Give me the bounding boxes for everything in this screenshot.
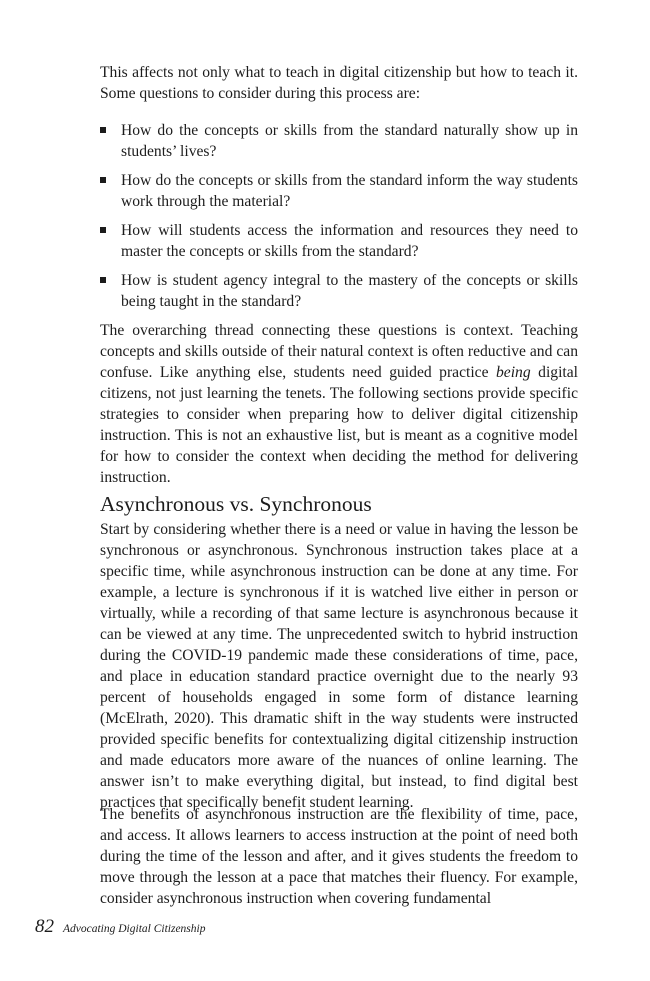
square-bullet-icon <box>100 177 106 183</box>
page-footer <box>35 916 205 938</box>
context-paragraph <box>100 320 578 488</box>
context-text-end: digital citizens, not just learning the tenets. The following sections provide specific strategies to consider when preparing how to deliver digital citizenship instruction. This is not an exhaustive list, but is meant as a cognitive model for how to consider the context when deciding the method for delivering instruction. <box>100 364 578 486</box>
list-item <box>100 220 578 262</box>
list-item <box>100 170 578 212</box>
benefits-paragraph: The benefits of asynchronous instruction are the flexibility of time, pace, and access. It allows learners to access instruction at the point of need both during the time of the lesson and after, and it gives students the freedom to move through the lesson at a pace that matches their fluency. For example, consider asynchronous instruction when covering fundamental <box>100 806 578 907</box>
running-title: Advocating Digital Citizenship <box>63 923 206 935</box>
list-item-text: How is student agency integral to the mastery of the concepts or skills being taught in the standard? <box>121 272 578 310</box>
context-emphasis: being <box>496 364 531 381</box>
square-bullet-icon <box>100 277 106 283</box>
page-number: 82 <box>35 916 54 937</box>
section-heading: Asynchronous vs. Synchronous <box>100 492 372 516</box>
intro-paragraph: This affects not only what to teach in digital citizenship but how to teach it. Some questions to consider during this process are: <box>100 64 578 102</box>
square-bullet-icon <box>100 227 106 233</box>
sync-paragraph: Start by considering whether there is a need or value in having the lesson be synchronous or asynchronous. Synchronous instruction takes place at a specific time, while asynchronous instruction can be done at any time. For example, a lecture is synchronous if it is watched live either in person or virtually, while a recording of that same lecture is asynchronous because it can be viewed at any time. The unprecedented switch to hybrid instruction during the COVID-19 pandemic made these considerations of time, pace, and place in education standard practice overnight due to the nearly 93 percent of households engaged in some form of distance learning (McElrath, 2020). This dramatic shift in the way students were instructed provided specific benefits for contextualizing digital citizenship instruction and made educators more aware of the nuances of online learning. The answer isn’t to make everything digital, but instead, to find digital best practices that specifically benefit student learning. <box>100 521 578 811</box>
list-item-text: How do the concepts or skills from the standard inform the way students work through the material? <box>121 172 578 210</box>
question-list <box>100 120 578 320</box>
list-item-text: How will students access the information and resources they need to master the concepts or skills from the standard? <box>121 222 578 260</box>
list-item-text: How do the concepts or skills from the standard naturally show up in students’ lives? <box>121 122 578 160</box>
list-item <box>100 270 578 312</box>
list-item <box>100 120 578 162</box>
square-bullet-icon <box>100 127 106 133</box>
context-text-start: The overarching thread connecting these questions is context. Teaching concepts and skills outside of their natural context is often reductive and can confuse. Like anything else, students need guided practice <box>100 322 578 381</box>
